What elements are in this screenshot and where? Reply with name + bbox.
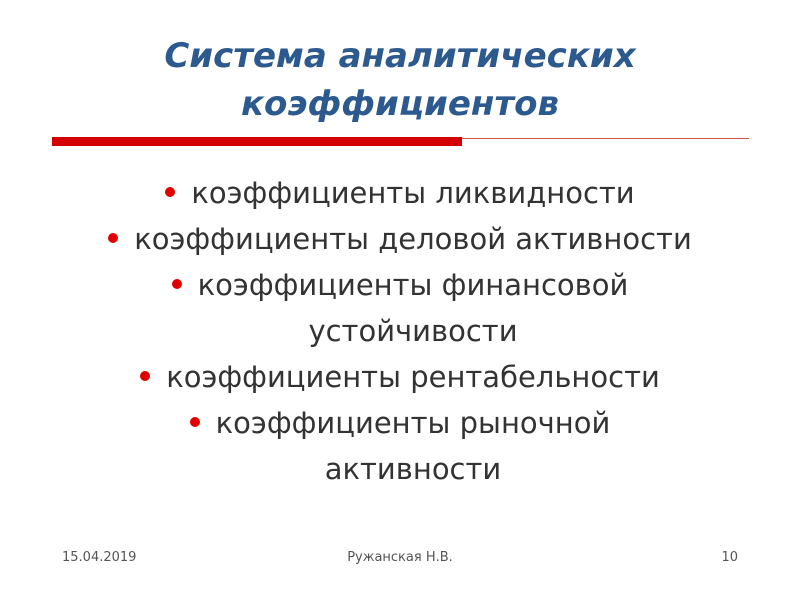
bullet-item (40, 262, 760, 354)
title-line-1: Система аналитических (164, 36, 636, 76)
title-line-2: коэффициентов (240, 84, 560, 124)
slide-title (0, 32, 800, 128)
bullet-dot-icon (190, 417, 200, 427)
footer-author: Ружанская Н.В. (347, 550, 453, 565)
bullet-dot-icon (140, 371, 150, 381)
bullet-text: коэффициенты деловой активности (134, 222, 692, 256)
bullet-text: коэффициенты рентабельности (166, 360, 660, 394)
bullet-text: коэффициенты финансовой (197, 268, 629, 302)
bullet-text-continuation: устойчивости (308, 314, 518, 348)
bullet-dot-icon (172, 279, 182, 289)
title-divider-thick (52, 137, 462, 146)
footer-date: 15.04.2019 (62, 550, 137, 565)
footer-page-number: 10 (721, 550, 738, 565)
bullet-text: коэффициенты рыночной (215, 406, 611, 440)
bullet-dot-icon (108, 233, 118, 243)
bullet-item (40, 216, 760, 262)
bullet-item (40, 170, 760, 216)
bullet-dot-icon (165, 187, 175, 197)
bullet-list (40, 170, 760, 492)
bullet-text-continuation: активности (324, 452, 502, 486)
bullet-item (40, 354, 760, 400)
bullet-item (40, 400, 760, 492)
bullet-text: коэффициенты ликвидности (191, 176, 635, 210)
